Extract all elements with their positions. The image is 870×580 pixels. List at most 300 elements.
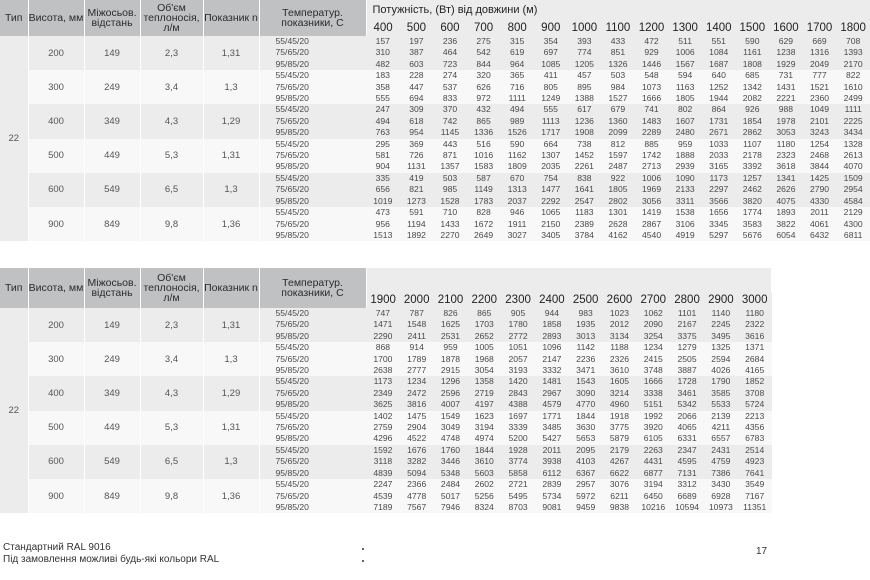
power-value: 4539 bbox=[366, 491, 400, 502]
power-value: 1623 bbox=[467, 411, 501, 422]
header-temp: Температур. показники, С bbox=[259, 0, 366, 36]
power-value: 4923 bbox=[738, 456, 772, 467]
temp-cell: 95/85/20 bbox=[259, 59, 366, 70]
power-value: 2954 bbox=[836, 184, 870, 195]
power-value: 871 bbox=[433, 150, 467, 161]
volume-cell: 4,3 bbox=[140, 104, 203, 138]
power-value: 4296 bbox=[366, 433, 400, 444]
power-value: 1313 bbox=[500, 184, 534, 195]
power-value: 2360 bbox=[803, 93, 837, 104]
temp-cell: 75/65/20 bbox=[259, 47, 366, 58]
power-value: 821 bbox=[400, 184, 434, 195]
power-value: 5151 bbox=[636, 399, 670, 410]
power-value: 3844 bbox=[803, 161, 837, 172]
power-value: 6105 bbox=[636, 433, 670, 444]
power-value: 5495 bbox=[501, 491, 535, 502]
power-value: 1878 bbox=[434, 354, 468, 365]
power-value: 1728 bbox=[670, 376, 704, 387]
power-value: 1316 bbox=[803, 47, 837, 58]
type-cell: 22 bbox=[0, 36, 28, 241]
header-spacing: Міжосьов. відстань bbox=[84, 0, 140, 36]
temp-cell: 95/85/20 bbox=[259, 93, 366, 104]
power-value: 236 bbox=[433, 36, 467, 47]
power-value: 494 bbox=[366, 116, 400, 127]
volume-cell: 6,5 bbox=[140, 445, 203, 479]
power-value: 5533 bbox=[704, 399, 738, 410]
power-value: 3625 bbox=[366, 399, 400, 410]
power-value: 3938 bbox=[535, 456, 569, 467]
power-value: 3054 bbox=[467, 365, 501, 376]
power-value: 2099 bbox=[601, 127, 635, 138]
power-value: 1254 bbox=[803, 139, 837, 150]
footer-standard-color: Стандартний RAL 9016 bbox=[3, 542, 111, 553]
volume-cell: 4,3 bbox=[140, 376, 203, 410]
power-value: 365 bbox=[500, 70, 534, 81]
power-value: 716 bbox=[500, 82, 534, 93]
power-value: 3076 bbox=[603, 479, 637, 490]
power-value: 3887 bbox=[670, 365, 704, 376]
power-value: 2867 bbox=[635, 219, 669, 230]
power-value: 865 bbox=[467, 308, 501, 319]
power-value: 1597 bbox=[601, 150, 635, 161]
power-value: 3616 bbox=[738, 331, 772, 342]
power-value: 4759 bbox=[704, 456, 738, 467]
temp-cell: 75/65/20 bbox=[259, 388, 366, 399]
power-value: 959 bbox=[434, 342, 468, 353]
power-value: 1357 bbox=[433, 161, 467, 172]
length-header: 800 bbox=[500, 19, 534, 36]
height-cell: 200 bbox=[28, 308, 84, 342]
power-value: 754 bbox=[534, 173, 568, 184]
power-value: 2843 bbox=[501, 388, 535, 399]
spacing-cell: 849 bbox=[84, 207, 140, 241]
power-value: 787 bbox=[400, 308, 434, 319]
power-value: 1780 bbox=[501, 319, 535, 330]
power-value: 1513 bbox=[366, 230, 400, 241]
power-value: 2480 bbox=[668, 127, 702, 138]
power-value: 1113 bbox=[534, 116, 568, 127]
power-value: 1968 bbox=[467, 354, 501, 365]
header-height: Висота, мм bbox=[28, 268, 84, 308]
power-value: 2245 bbox=[704, 319, 738, 330]
power-value: 2957 bbox=[569, 479, 603, 490]
length-header: 2000 bbox=[400, 292, 434, 308]
height-cell: 600 bbox=[28, 445, 84, 479]
table-row bbox=[0, 173, 870, 184]
power-value: 6689 bbox=[670, 491, 704, 502]
power-value: 1111 bbox=[500, 93, 534, 104]
spacing-cell: 549 bbox=[84, 445, 140, 479]
power-value: 723 bbox=[433, 59, 467, 70]
power-value: 1371 bbox=[738, 342, 772, 353]
power-value: 1145 bbox=[433, 127, 467, 138]
height-cell: 400 bbox=[28, 104, 84, 138]
power-value: 2323 bbox=[769, 150, 803, 161]
power-value: 964 bbox=[500, 59, 534, 70]
power-value: 1908 bbox=[568, 127, 602, 138]
power-value: 10216 bbox=[636, 502, 670, 513]
power-value: 1342 bbox=[736, 82, 770, 93]
type-cell: 22 bbox=[0, 308, 28, 513]
power-value: 1944 bbox=[702, 93, 736, 104]
power-value: 618 bbox=[400, 116, 434, 127]
power-value: 2150 bbox=[534, 219, 568, 230]
spacing-cell: 849 bbox=[84, 479, 140, 513]
power-value: 3214 bbox=[603, 388, 637, 399]
power-value: 2613 bbox=[836, 150, 870, 161]
power-value: 1328 bbox=[836, 139, 870, 150]
power-value: 1771 bbox=[535, 411, 569, 422]
power-value: 865 bbox=[467, 116, 501, 127]
temp-cell: 75/65/20 bbox=[259, 184, 366, 195]
power-value: 619 bbox=[500, 47, 534, 58]
power-value: 2772 bbox=[501, 331, 535, 342]
temp-cell: 55/45/20 bbox=[259, 308, 366, 319]
power-value: 1854 bbox=[736, 116, 770, 127]
power-value: 2270 bbox=[433, 230, 467, 241]
temp-cell: 75/65/20 bbox=[259, 219, 366, 230]
power-value: 4778 bbox=[400, 491, 434, 502]
length-header: 1100 bbox=[601, 19, 635, 36]
power-value: 5427 bbox=[535, 433, 569, 444]
power-value: 548 bbox=[635, 70, 669, 81]
power-value: 1446 bbox=[635, 59, 669, 70]
power-value: 1336 bbox=[467, 127, 501, 138]
power-value: 464 bbox=[433, 47, 467, 58]
power-value: 1969 bbox=[635, 184, 669, 195]
power-value: 7189 bbox=[366, 502, 400, 513]
power-value: 1006 bbox=[668, 47, 702, 58]
power-value: 2133 bbox=[668, 184, 702, 195]
temp-cell: 55/45/20 bbox=[259, 104, 366, 115]
power-value: 726 bbox=[400, 150, 434, 161]
power-value: 2638 bbox=[366, 365, 400, 376]
power-value: 472 bbox=[635, 36, 669, 47]
power-value: 1111 bbox=[836, 104, 870, 115]
power-value: 1844 bbox=[569, 411, 603, 422]
power-value: 2011 bbox=[803, 207, 837, 218]
power-value: 851 bbox=[601, 47, 635, 58]
length-header: 700 bbox=[467, 19, 501, 36]
power-value: 2596 bbox=[434, 388, 468, 399]
power-value: 503 bbox=[601, 70, 635, 81]
power-value: 4061 bbox=[803, 219, 837, 230]
power-value: 2035 bbox=[534, 161, 568, 172]
power-table-1 bbox=[0, 0, 870, 241]
power-value: 2129 bbox=[836, 207, 870, 218]
power-value: 2347 bbox=[670, 445, 704, 456]
power-value: 2012 bbox=[603, 319, 637, 330]
power-value: 697 bbox=[534, 47, 568, 58]
power-value: 929 bbox=[635, 47, 669, 58]
power-value: 1273 bbox=[400, 196, 434, 207]
power-value: 2247 bbox=[366, 479, 400, 490]
power-value: 5724 bbox=[738, 399, 772, 410]
power-value: 6928 bbox=[704, 491, 738, 502]
temp-cell: 75/65/20 bbox=[259, 150, 366, 161]
power-value: 551 bbox=[702, 36, 736, 47]
power-value: 1978 bbox=[769, 116, 803, 127]
table-row bbox=[0, 36, 870, 47]
temp-cell: 75/65/20 bbox=[259, 116, 366, 127]
power-value: 3430 bbox=[704, 479, 738, 490]
length-header: 2100 bbox=[434, 292, 468, 308]
power-value: 2431 bbox=[704, 445, 738, 456]
power-value: 3345 bbox=[702, 219, 736, 230]
exponent-cell: 1,3 bbox=[203, 70, 259, 104]
power-value: 1808 bbox=[736, 59, 770, 70]
power-value: 640 bbox=[702, 70, 736, 81]
power-value: 4839 bbox=[366, 468, 400, 479]
power-value: 2170 bbox=[836, 59, 870, 70]
volume-cell: 9,8 bbox=[140, 479, 203, 513]
temp-cell: 95/85/20 bbox=[259, 127, 366, 138]
power-value: 3446 bbox=[434, 456, 468, 467]
power-value: 1188 bbox=[603, 342, 637, 353]
power-value: 7167 bbox=[738, 491, 772, 502]
power-value: 864 bbox=[702, 104, 736, 115]
power-value: 3434 bbox=[836, 127, 870, 138]
power-value: 1666 bbox=[635, 93, 669, 104]
spacing-cell: 349 bbox=[84, 104, 140, 138]
power-value: 2011 bbox=[535, 445, 569, 456]
power-value: 2626 bbox=[769, 184, 803, 195]
power-value: 985 bbox=[433, 184, 467, 195]
power-value: 4595 bbox=[670, 456, 704, 467]
power-value: 3090 bbox=[569, 388, 603, 399]
power-value: 7567 bbox=[400, 502, 434, 513]
power-value: 3549 bbox=[738, 479, 772, 490]
power-value: 2297 bbox=[702, 184, 736, 195]
power-value: 679 bbox=[601, 104, 635, 115]
power-value: 4960 bbox=[603, 399, 637, 410]
power-value: 3816 bbox=[400, 399, 434, 410]
power-value: 1549 bbox=[434, 411, 468, 422]
power-value: 626 bbox=[467, 82, 501, 93]
power-value: 1107 bbox=[736, 139, 770, 150]
power-value: 1023 bbox=[603, 308, 637, 319]
power-value: 1234 bbox=[636, 342, 670, 353]
power-value: 2225 bbox=[836, 116, 870, 127]
power-value: 1477 bbox=[534, 184, 568, 195]
power-value: 4431 bbox=[636, 456, 670, 467]
power-value: 309 bbox=[400, 104, 434, 115]
power-value: 4075 bbox=[769, 196, 803, 207]
power-value: 3784 bbox=[568, 230, 602, 241]
power-value: 157 bbox=[366, 36, 400, 47]
power-value: 629 bbox=[769, 36, 803, 47]
power-value: 2261 bbox=[568, 161, 602, 172]
power-value: 7131 bbox=[670, 468, 704, 479]
exponent-cell: 1,3 bbox=[203, 342, 259, 376]
power-value: 1605 bbox=[603, 376, 637, 387]
exponent-cell: 1,3 bbox=[203, 173, 259, 207]
power-value: 4388 bbox=[501, 399, 535, 410]
power-value: 1065 bbox=[534, 207, 568, 218]
power-value: 2967 bbox=[535, 388, 569, 399]
power-value: 1096 bbox=[535, 342, 569, 353]
power-value: 1131 bbox=[400, 161, 434, 172]
power-value: 1183 bbox=[568, 207, 602, 218]
spacing-cell: 349 bbox=[84, 376, 140, 410]
power-value: 868 bbox=[366, 342, 400, 353]
power-value: 2037 bbox=[500, 196, 534, 207]
power-value: 1084 bbox=[702, 47, 736, 58]
power-value: 670 bbox=[500, 173, 534, 184]
temp-cell: 75/65/20 bbox=[259, 354, 366, 365]
power-value: 1049 bbox=[803, 104, 837, 115]
power-value: 1703 bbox=[467, 319, 501, 330]
power-value: 5879 bbox=[603, 433, 637, 444]
length-header: 1000 bbox=[568, 19, 602, 36]
power-value: 3485 bbox=[535, 422, 569, 433]
temp-cell: 75/65/20 bbox=[259, 456, 366, 467]
power-value: 1425 bbox=[803, 173, 837, 184]
power-value: 1073 bbox=[635, 82, 669, 93]
power-value: 983 bbox=[569, 308, 603, 319]
table-row bbox=[0, 70, 870, 81]
power-value: 1358 bbox=[467, 376, 501, 387]
temp-cell: 55/45/20 bbox=[259, 411, 366, 422]
exponent-cell: 1,36 bbox=[203, 479, 259, 513]
power-value: 1521 bbox=[803, 82, 837, 93]
header-blank bbox=[366, 268, 772, 292]
height-cell: 500 bbox=[28, 139, 84, 173]
header-height: Висота, мм bbox=[28, 0, 84, 36]
power-value: 1548 bbox=[400, 319, 434, 330]
power-value: 2594 bbox=[704, 354, 738, 365]
power-value: 1567 bbox=[668, 59, 702, 70]
power-value: 9081 bbox=[535, 502, 569, 513]
power-value: 1789 bbox=[400, 354, 434, 365]
power-value: 3339 bbox=[501, 422, 535, 433]
power-value: 183 bbox=[366, 70, 400, 81]
power-value: 5200 bbox=[501, 433, 535, 444]
power-value: 3618 bbox=[769, 161, 803, 172]
temp-cell: 55/45/20 bbox=[259, 70, 366, 81]
power-value: 617 bbox=[568, 104, 602, 115]
power-value: 905 bbox=[501, 308, 535, 319]
power-value: 4522 bbox=[400, 433, 434, 444]
temp-cell: 95/85/20 bbox=[259, 433, 366, 444]
power-value: 432 bbox=[467, 104, 501, 115]
power-value: 2839 bbox=[535, 479, 569, 490]
power-value: 2221 bbox=[769, 93, 803, 104]
power-value: 1700 bbox=[366, 354, 400, 365]
power-value: 822 bbox=[836, 70, 870, 81]
temp-cell: 95/85/20 bbox=[259, 468, 366, 479]
power-value: 6450 bbox=[636, 491, 670, 502]
power-value: 9459 bbox=[569, 502, 603, 513]
temp-cell: 55/45/20 bbox=[259, 139, 366, 150]
exponent-cell: 1,3 bbox=[203, 445, 259, 479]
header-exponent: Показник n bbox=[203, 0, 259, 36]
power-value: 2139 bbox=[704, 411, 738, 422]
table-row bbox=[0, 376, 772, 387]
power-value: 3118 bbox=[366, 456, 400, 467]
power-value: 2213 bbox=[738, 411, 772, 422]
power-value: 805 bbox=[534, 82, 568, 93]
power-value: 1717 bbox=[534, 127, 568, 138]
footer-custom-colors: Під замовлення можливі будь-які кольори RAL bbox=[3, 554, 220, 565]
power-value: 310 bbox=[366, 47, 400, 58]
power-value: 1935 bbox=[569, 319, 603, 330]
volume-cell: 3,4 bbox=[140, 70, 203, 104]
power-value: 2547 bbox=[568, 196, 602, 207]
power-value: 2057 bbox=[501, 354, 535, 365]
power-value: 4974 bbox=[467, 433, 501, 444]
volume-cell: 2,3 bbox=[140, 308, 203, 342]
power-value: 802 bbox=[668, 104, 702, 115]
power-value: 988 bbox=[769, 104, 803, 115]
spacing-cell: 149 bbox=[84, 308, 140, 342]
power-value: 2462 bbox=[736, 184, 770, 195]
power-value: 3049 bbox=[434, 422, 468, 433]
power-value: 1249 bbox=[534, 93, 568, 104]
power-value: 2095 bbox=[569, 445, 603, 456]
power-value: 2082 bbox=[736, 93, 770, 104]
power-value: 1279 bbox=[670, 342, 704, 353]
temp-cell: 75/65/20 bbox=[259, 491, 366, 502]
header-spacing: Міжосьов. відстань bbox=[84, 268, 140, 308]
power-value: 1656 bbox=[702, 207, 736, 218]
power-value: 3774 bbox=[501, 456, 535, 467]
power-value: 2531 bbox=[434, 331, 468, 342]
power-value: 2389 bbox=[568, 219, 602, 230]
power-value: 5858 bbox=[501, 468, 535, 479]
power-value: 2713 bbox=[635, 161, 669, 172]
power-value: 335 bbox=[366, 173, 400, 184]
power-value: 4579 bbox=[535, 399, 569, 410]
power-value: 4197 bbox=[467, 399, 501, 410]
separator-dot bbox=[362, 560, 364, 562]
table-row bbox=[0, 342, 772, 353]
length-header: 3000 bbox=[738, 292, 772, 308]
power-value: 2893 bbox=[535, 331, 569, 342]
power-value: 494 bbox=[500, 104, 534, 115]
power-value: 5348 bbox=[434, 468, 468, 479]
power-value: 5653 bbox=[569, 433, 603, 444]
power-value: 1085 bbox=[534, 59, 568, 70]
power-value: 1888 bbox=[668, 150, 702, 161]
power-value: 4007 bbox=[434, 399, 468, 410]
power-value: 844 bbox=[467, 59, 501, 70]
length-header: 1600 bbox=[769, 19, 803, 36]
power-value: 3471 bbox=[569, 365, 603, 376]
power-value: 2101 bbox=[803, 116, 837, 127]
power-value: 742 bbox=[433, 116, 467, 127]
power-value: 1180 bbox=[738, 308, 772, 319]
power-value: 3583 bbox=[736, 219, 770, 230]
power-value: 1918 bbox=[603, 411, 637, 422]
power-value: 274 bbox=[433, 70, 467, 81]
power-value: 6211 bbox=[603, 491, 637, 502]
power-value: 1481 bbox=[535, 376, 569, 387]
power-value: 812 bbox=[601, 139, 635, 150]
power-value: 4356 bbox=[738, 422, 772, 433]
power-value: 3194 bbox=[636, 479, 670, 490]
power-value: 2904 bbox=[400, 422, 434, 433]
power-value: 3392 bbox=[736, 161, 770, 172]
power-value: 3165 bbox=[702, 161, 736, 172]
power-value: 3920 bbox=[636, 422, 670, 433]
power-value: 511 bbox=[668, 36, 702, 47]
power-value: 1790 bbox=[704, 376, 738, 387]
temp-cell: 75/65/20 bbox=[259, 422, 366, 433]
power-value: 2178 bbox=[736, 150, 770, 161]
power-value: 763 bbox=[366, 127, 400, 138]
length-header: 500 bbox=[400, 19, 434, 36]
